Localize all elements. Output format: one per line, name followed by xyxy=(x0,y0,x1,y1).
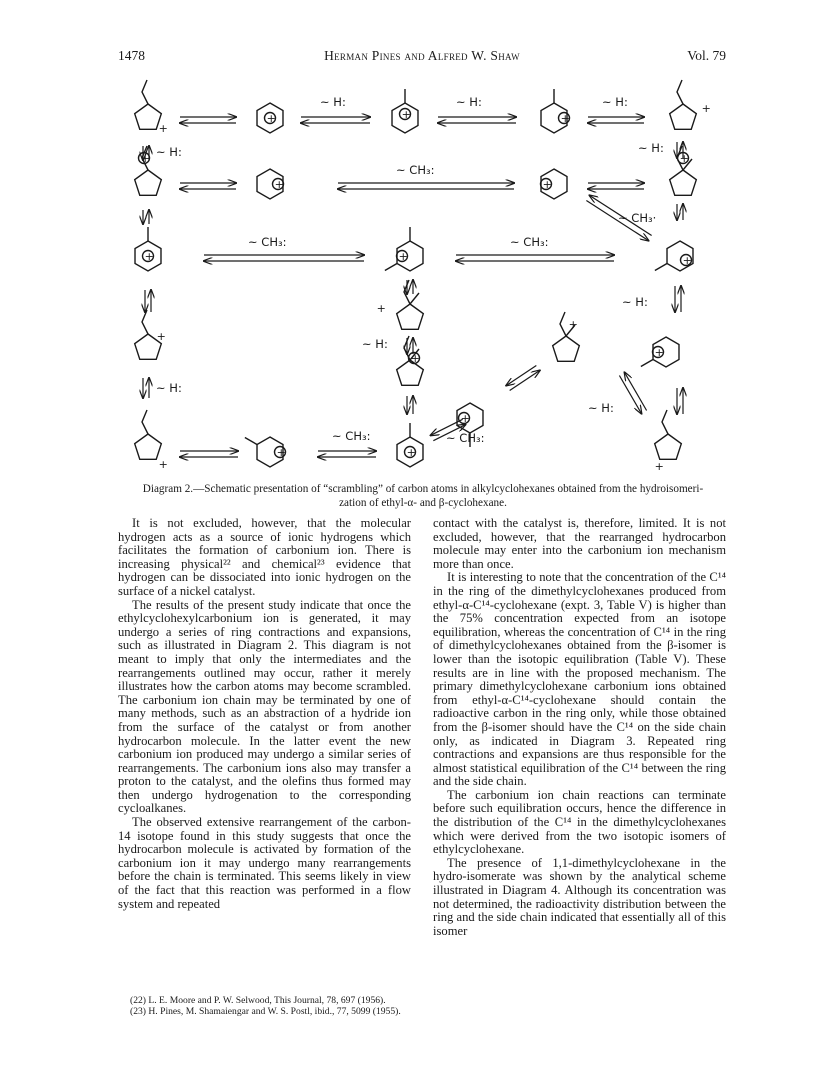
ethyl-bond xyxy=(142,310,148,334)
ethyl-bond xyxy=(560,312,566,336)
paragraph: It is interesting to note that the concentration of the C¹⁴ in the ring of the dimethylcyclohexanes produced from ethyl-α-C¹⁴-cyclohexane (expt. 3, Table V) is higher than the 75% concentration expected from an isotope equilibration, whereas the concentration of C¹⁴ in the ring of dimethylcyclohexanes obtained from the β-isomer is lower than the isotopic equilibration (Table V). These results are in line with the proposed mechanism. The primary dimethylcyclohexane carbonium ions obtained from ethyl-α-C¹⁴-cyclohexane should contain the radioactive carbon in the ring only, while those obtained from the β-isomer should have the C¹⁴ on the side chain only, as indicated in Diagram 3. Repeated ring contractions and expansions are thus responsible for the almost statistical equilibration of the C¹⁴ between the ring and the side chain. xyxy=(433,570,726,789)
shift-label: ~ H: xyxy=(456,95,482,109)
shift-label: ~ CH₃: xyxy=(446,431,485,445)
cation-charge: + xyxy=(654,459,664,473)
shift-label: ~ CH₃: xyxy=(396,163,435,177)
shift-label: ~ CH₃: xyxy=(510,235,549,249)
shift-label: ~ H: xyxy=(320,95,346,109)
left-column xyxy=(118,517,411,911)
cyclopentane-ring xyxy=(135,104,162,129)
shift-label: ~ H: xyxy=(602,95,628,109)
methyl-bond xyxy=(410,293,419,304)
paragraph: The results of the present study indicate that once the ethylcyclohexylcarbonium ion is generated, it may undergo a series of ring contractions and expansions, such as illustrated in Diagram 2. This diagram is not meant to imply that only the intermediates and the rearrangements outlined may occur, rather it merely illustrates how the carbon atoms may become scrambled. The carbonium ion chain may be terminated by one of many methods, such as an abstraction of a hydride ion from the surface of the catalyst or from another hydrocarbon molecule. In the latter event the new carbonium ion produced may undergo a similar series of rearrangements. The carbonium ions also may transfer a proton to the catalyst, and the olefins thus formed may then undergo hydrogenation to the corresponding cycloalkanes. xyxy=(118,597,411,816)
cyclopentane-ring xyxy=(135,434,162,459)
cation-charge: + xyxy=(158,457,168,471)
paragraph: It is not excluded, however, that the molecular hydrogen acts as a source of ionic hydrogens which facilitates the formation of carbonium ion. There is increasing physical²² and chemical²³ evidence that hydrogen can be dissociated into ionic hydrogen on the surface of a nickel catalyst. xyxy=(118,516,411,598)
cation-charge: + xyxy=(156,329,166,343)
reaction-scheme-svg xyxy=(118,72,728,480)
cation-charge: + xyxy=(460,411,470,425)
paragraph: contact with the catalyst is, therefore, limited. It is not excluded, however, that the rearranged hydrocarbon molecule may enter into the carbonium ion mechanism more than once. xyxy=(433,516,726,571)
cyclopentane-ring xyxy=(670,104,697,129)
cyclopentane-ring xyxy=(670,170,697,195)
cation-charge: + xyxy=(701,101,711,115)
shift-label: ~ CH₃: xyxy=(248,235,287,249)
cation-charge: + xyxy=(140,151,150,165)
ethyl-bond xyxy=(142,80,148,104)
footnote-22: (22) L. E. Moore and P. W. Selwood, This Journal, 78, 697 (1956). xyxy=(130,995,386,1006)
shift-label: ~ CH₃· xyxy=(618,211,657,225)
cation-charge: + xyxy=(682,253,692,267)
footnote-23: (23) H. Pines, M. Shamaiengar and W. S. Postl, ibid., 77, 5099 (1955). xyxy=(130,1006,401,1018)
shift-label: ~ H: xyxy=(156,145,182,159)
cation-charge: + xyxy=(560,111,570,125)
footnotes xyxy=(118,995,411,1017)
running-head-authors: Herman Pines and Alfred W. Shaw xyxy=(324,48,520,63)
methyl-bond xyxy=(385,264,397,271)
cation-charge: + xyxy=(679,151,689,165)
shift-label: ~ H: xyxy=(362,337,388,351)
shift-label: ~ H: xyxy=(638,141,664,155)
paragraph: The carbonium ion chain reactions can terminate before such equilibration occurs, hence the difference in the distribution of the C¹⁴ in the dimethylcyclohexanes which were derived from the two isotopic isomers of ethylcyclohexane. xyxy=(433,787,726,857)
methyl-bond xyxy=(655,264,667,271)
cation-charge: + xyxy=(410,351,420,365)
cation-charge: + xyxy=(144,249,154,263)
cyclopentane-ring xyxy=(655,434,682,459)
reaction-diagram xyxy=(118,72,728,480)
cation-charge: + xyxy=(274,177,284,191)
caption-line-2: zation of ethyl-α- and β-cyclohexane. xyxy=(339,497,507,509)
caption-line-1: Diagram 2.—Schematic presentation of “scrambling” of carbon atoms in alkylcyclohexanes obtained from the hydroisomeri- xyxy=(142,483,704,495)
cyclopentane-ring xyxy=(397,304,424,329)
shift-label: ~ H: xyxy=(156,381,182,395)
diagram-caption xyxy=(118,482,728,510)
cation-charge: + xyxy=(398,249,408,263)
cation-charge: + xyxy=(542,177,552,191)
volume-label: Vol. 79 xyxy=(687,48,726,63)
forward-arrow xyxy=(619,376,641,414)
cation-charge: + xyxy=(568,317,578,331)
shift-label: ~ CH₃: xyxy=(332,429,371,443)
cation-charge: + xyxy=(406,445,416,459)
cation-charge: + xyxy=(276,445,286,459)
cyclopentane-ring xyxy=(135,170,162,195)
cation-charge: + xyxy=(376,301,386,315)
methyl-bond xyxy=(245,438,257,445)
paragraph: The presence of 1,1-dimethylcyclohexane in the hydro-isomerate was shown by the analytical scheme illustrated in Diagram 4. Although its concentration was not determined, the radioactivity distribution between the ring and the side chain indicated that essentially all of this isomer xyxy=(433,855,726,938)
ethyl-bond xyxy=(677,80,683,104)
ethyl-bond xyxy=(142,410,148,434)
page-header xyxy=(118,48,726,68)
shift-label: ~ H: xyxy=(622,295,648,309)
cation-charge: + xyxy=(401,107,411,121)
shift-label: ~ H: xyxy=(588,401,614,415)
page-number: 1478 xyxy=(118,48,145,63)
cation-charge: + xyxy=(266,111,276,125)
cyclopentane-ring xyxy=(553,336,580,361)
right-column xyxy=(433,517,726,938)
paragraph: The observed extensive rearrangement of the carbon-14 isotope found in this study suggests that once the hydrocarbon molecule is activated by formation of the carbonium ion it may undergo many rearrangements before the chain is terminated. This seems likely in view of the fact that this reaction was performed in a flow system and repeated xyxy=(118,815,411,911)
cation-charge: + xyxy=(654,345,664,359)
cation-charge: + xyxy=(158,121,168,135)
reverse-arrow xyxy=(625,372,647,410)
ethyl-bond xyxy=(662,410,668,434)
methyl-bond xyxy=(641,360,653,367)
